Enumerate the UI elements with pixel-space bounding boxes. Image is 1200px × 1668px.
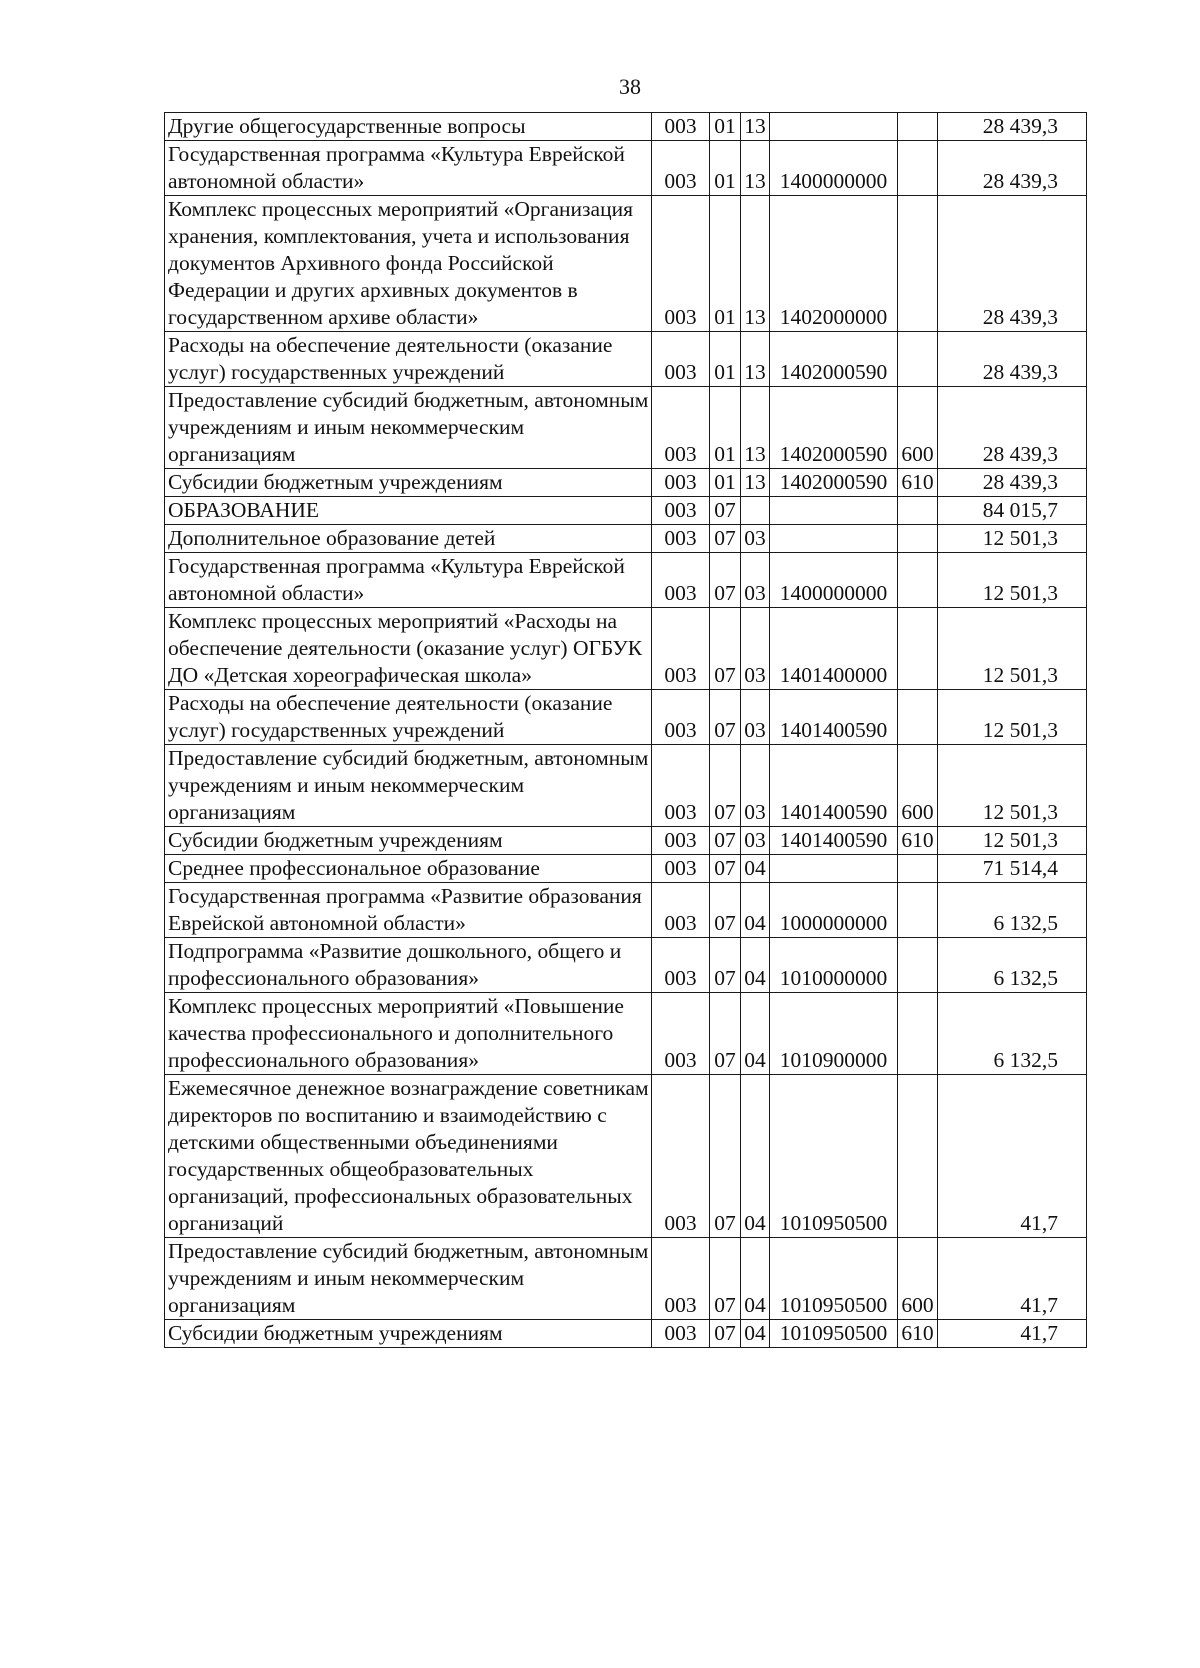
row-target-article-code (770, 497, 898, 525)
row-subsection-code: 13 (741, 387, 770, 469)
row-amount: 12 501,3 (938, 525, 1087, 553)
row-expense-type-code (898, 690, 938, 745)
row-target-article-code: 1402000000 (770, 196, 898, 332)
table-row (165, 113, 1087, 141)
row-amount: 28 439,3 (938, 141, 1087, 196)
row-grbs-code: 003 (652, 827, 710, 855)
row-expense-type-code (898, 525, 938, 553)
table-row (165, 387, 1087, 469)
row-grbs-code: 003 (652, 745, 710, 827)
row-expense-type-code: 610 (898, 469, 938, 497)
row-amount: 6 132,5 (938, 938, 1087, 993)
row-section-code: 01 (710, 469, 741, 497)
row-target-article-code: 1010950500 (770, 1320, 898, 1348)
row-amount: 6 132,5 (938, 883, 1087, 938)
row-section-code: 07 (710, 993, 741, 1075)
row-expense-type-code (898, 883, 938, 938)
row-name: Подпрограмма «Развитие дошкольного, общего и профессионального образования» (165, 938, 652, 993)
row-expense-type-code: 600 (898, 387, 938, 469)
row-name: Субсидии бюджетным учреждениям (165, 827, 652, 855)
row-grbs-code: 003 (652, 553, 710, 608)
row-subsection-code (741, 497, 770, 525)
row-grbs-code: 003 (652, 855, 710, 883)
table-row (165, 745, 1087, 827)
row-subsection-code: 04 (741, 855, 770, 883)
row-target-article-code: 1010950500 (770, 1075, 898, 1238)
row-grbs-code: 003 (652, 113, 710, 141)
row-amount: 28 439,3 (938, 469, 1087, 497)
row-grbs-code: 003 (652, 525, 710, 553)
row-grbs-code: 003 (652, 1075, 710, 1238)
row-section-code: 01 (710, 141, 741, 196)
row-name: Субсидии бюджетным учреждениям (165, 469, 652, 497)
table-row (165, 827, 1087, 855)
row-grbs-code: 003 (652, 387, 710, 469)
row-amount: 41,7 (938, 1320, 1087, 1348)
row-subsection-code: 13 (741, 141, 770, 196)
row-target-article-code (770, 113, 898, 141)
row-amount: 28 439,3 (938, 113, 1087, 141)
row-subsection-code: 04 (741, 1075, 770, 1238)
row-expense-type-code (898, 938, 938, 993)
row-name: Другие общегосударственные вопросы (165, 113, 652, 141)
row-name: Государственная программа «Культура Еврейской автономной области» (165, 553, 652, 608)
row-grbs-code: 003 (652, 993, 710, 1075)
table-row (165, 1238, 1087, 1320)
row-amount: 12 501,3 (938, 827, 1087, 855)
row-subsection-code: 13 (741, 196, 770, 332)
row-expense-type-code: 600 (898, 1238, 938, 1320)
table-row (165, 690, 1087, 745)
row-expense-type-code (898, 332, 938, 387)
row-name: Комплекс процессных мероприятий «Расходы на обеспечение деятельности (оказание услуг) ОГБУК ДО «Детская хореографическая школа» (165, 608, 652, 690)
row-subsection-code: 03 (741, 690, 770, 745)
row-target-article-code: 1402000590 (770, 469, 898, 497)
row-subsection-code: 13 (741, 469, 770, 497)
table-row (165, 497, 1087, 525)
page-number: 38 (619, 74, 641, 99)
row-section-code: 07 (710, 1320, 741, 1348)
row-grbs-code: 003 (652, 690, 710, 745)
row-name: Комплекс процессных мероприятий «Повышение качества профессионального и дополнительного профессионального образования» (165, 993, 652, 1075)
row-amount: 41,7 (938, 1238, 1087, 1320)
row-expense-type-code (898, 553, 938, 608)
row-target-article-code: 1010950500 (770, 1238, 898, 1320)
row-target-article-code: 1010900000 (770, 993, 898, 1075)
row-section-code: 07 (710, 883, 741, 938)
row-expense-type-code: 610 (898, 1320, 938, 1348)
table-row (165, 1075, 1087, 1238)
row-section-code: 07 (710, 1238, 741, 1320)
row-expense-type-code (898, 608, 938, 690)
row-name: Ежемесячное денежное вознаграждение советникам директоров по воспитанию и взаимодействию с детскими общественными объединениями государственных общеобразовательных организаций, профессиональных образовательных организаций (165, 1075, 652, 1238)
row-section-code: 07 (710, 745, 741, 827)
row-name: Расходы на обеспечение деятельности (оказание услуг) государственных учреждений (165, 690, 652, 745)
row-name: Среднее профессиональное образование (165, 855, 652, 883)
row-amount: 12 501,3 (938, 745, 1087, 827)
row-amount: 28 439,3 (938, 387, 1087, 469)
row-expense-type-code: 610 (898, 827, 938, 855)
row-amount: 6 132,5 (938, 993, 1087, 1075)
row-subsection-code: 03 (741, 827, 770, 855)
row-subsection-code: 03 (741, 525, 770, 553)
row-subsection-code: 13 (741, 332, 770, 387)
row-section-code: 07 (710, 827, 741, 855)
row-grbs-code: 003 (652, 608, 710, 690)
row-subsection-code: 04 (741, 1238, 770, 1320)
table-row (165, 469, 1087, 497)
row-expense-type-code (898, 196, 938, 332)
table-row (165, 1320, 1087, 1348)
row-amount: 28 439,3 (938, 196, 1087, 332)
row-subsection-code: 04 (741, 938, 770, 993)
row-amount: 12 501,3 (938, 553, 1087, 608)
row-expense-type-code: 600 (898, 745, 938, 827)
row-target-article-code: 1400000000 (770, 553, 898, 608)
table-row (165, 993, 1087, 1075)
row-amount: 84 015,7 (938, 497, 1087, 525)
table-row (165, 883, 1087, 938)
table-row (165, 332, 1087, 387)
row-grbs-code: 003 (652, 1238, 710, 1320)
row-target-article-code: 1401400590 (770, 690, 898, 745)
table-row (165, 196, 1087, 332)
row-subsection-code: 03 (741, 608, 770, 690)
row-target-article-code: 1400000000 (770, 141, 898, 196)
row-expense-type-code (898, 1075, 938, 1238)
row-subsection-code: 04 (741, 993, 770, 1075)
row-expense-type-code (898, 141, 938, 196)
row-target-article-code (770, 855, 898, 883)
budget-table-body (165, 113, 1087, 1348)
row-grbs-code: 003 (652, 883, 710, 938)
row-name: Предоставление субсидий бюджетным, автономным учреждениям и иным некоммерческим организациям (165, 387, 652, 469)
row-section-code: 01 (710, 113, 741, 141)
row-section-code: 07 (710, 938, 741, 993)
row-target-article-code: 1010000000 (770, 938, 898, 993)
row-subsection-code: 13 (741, 113, 770, 141)
table-row (165, 525, 1087, 553)
row-section-code: 07 (710, 1075, 741, 1238)
row-section-code: 07 (710, 608, 741, 690)
table-row (165, 141, 1087, 196)
row-target-article-code: 1401400590 (770, 745, 898, 827)
row-grbs-code: 003 (652, 938, 710, 993)
row-section-code: 07 (710, 525, 741, 553)
row-name: Предоставление субсидий бюджетным, автономным учреждениям и иным некоммерческим организациям (165, 1238, 652, 1320)
row-name: ОБРАЗОВАНИЕ (165, 497, 652, 525)
row-expense-type-code (898, 497, 938, 525)
row-amount: 41,7 (938, 1075, 1087, 1238)
row-section-code: 01 (710, 196, 741, 332)
row-grbs-code: 003 (652, 497, 710, 525)
table-row (165, 608, 1087, 690)
row-section-code: 01 (710, 387, 741, 469)
table-row (165, 553, 1087, 608)
row-expense-type-code (898, 993, 938, 1075)
row-target-article-code (770, 525, 898, 553)
row-expense-type-code (898, 855, 938, 883)
table-row (165, 938, 1087, 993)
budget-table (164, 112, 1087, 1348)
row-section-code: 07 (710, 690, 741, 745)
row-subsection-code: 03 (741, 553, 770, 608)
row-name: Государственная программа «Развитие образования Еврейской автономной области» (165, 883, 652, 938)
row-section-code: 07 (710, 855, 741, 883)
row-subsection-code: 03 (741, 745, 770, 827)
row-subsection-code: 04 (741, 1320, 770, 1348)
row-amount: 28 439,3 (938, 332, 1087, 387)
row-section-code: 07 (710, 553, 741, 608)
row-amount: 12 501,3 (938, 608, 1087, 690)
row-grbs-code: 003 (652, 141, 710, 196)
row-grbs-code: 003 (652, 1320, 710, 1348)
row-name: Расходы на обеспечение деятельности (оказание услуг) государственных учреждений (165, 332, 652, 387)
row-target-article-code: 1402000590 (770, 332, 898, 387)
row-grbs-code: 003 (652, 332, 710, 387)
row-name: Субсидии бюджетным учреждениям (165, 1320, 652, 1348)
row-grbs-code: 003 (652, 196, 710, 332)
row-expense-type-code (898, 113, 938, 141)
row-target-article-code: 1000000000 (770, 883, 898, 938)
row-target-article-code: 1401400590 (770, 827, 898, 855)
row-section-code: 01 (710, 332, 741, 387)
row-name: Дополнительное образование детей (165, 525, 652, 553)
row-name: Комплекс процессных мероприятий «Организация хранения, комплектования, учета и использования документов Архивного фонда Российской Федерации и других архивных документов в государственном архиве области» (165, 196, 652, 332)
row-section-code: 07 (710, 497, 741, 525)
table-row (165, 855, 1087, 883)
row-amount: 71 514,4 (938, 855, 1087, 883)
row-target-article-code: 1402000590 (770, 387, 898, 469)
row-grbs-code: 003 (652, 469, 710, 497)
row-amount: 12 501,3 (938, 690, 1087, 745)
row-subsection-code: 04 (741, 883, 770, 938)
row-name: Предоставление субсидий бюджетным, автономным учреждениям и иным некоммерческим организациям (165, 745, 652, 827)
row-name: Государственная программа «Культура Еврейской автономной области» (165, 141, 652, 196)
row-target-article-code: 1401400000 (770, 608, 898, 690)
